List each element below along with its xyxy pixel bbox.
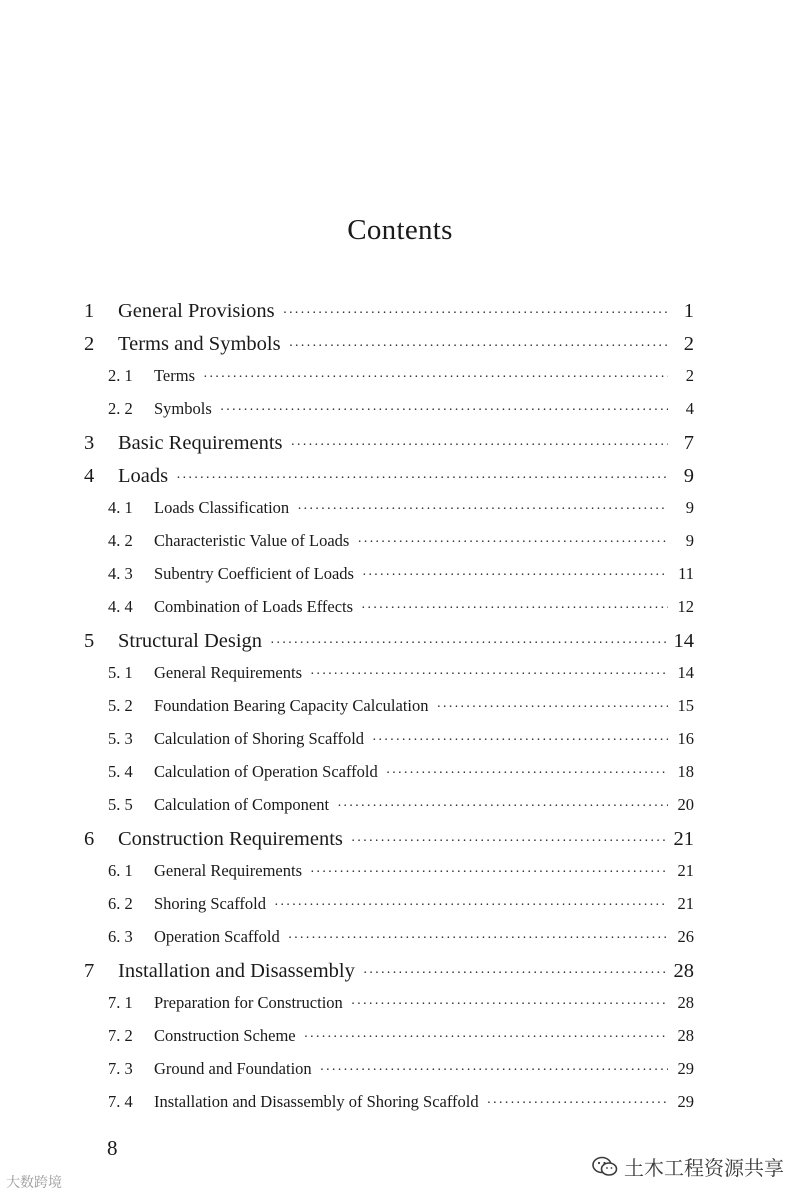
toc-leader-dots xyxy=(487,1096,668,1112)
toc-page-number: 29 xyxy=(677,1059,694,1078)
toc-title: Loads xyxy=(118,465,169,487)
toc-number: 7. 2 xyxy=(108,1026,133,1045)
toc-section-row xyxy=(84,696,694,729)
toc-chapter-row xyxy=(84,333,694,366)
toc-title: General Requirements xyxy=(154,663,302,682)
toc-page-number: 9 xyxy=(683,465,694,487)
toc-leader-dots xyxy=(320,1063,668,1079)
toc-page-number: 20 xyxy=(677,795,694,814)
toc-page-number: 14 xyxy=(677,663,694,682)
toc-section-row xyxy=(84,927,694,960)
toc-section-row xyxy=(84,861,694,894)
toc-title: Calculation of Operation Scaffold xyxy=(154,762,378,781)
toc-page-number: 21 xyxy=(673,828,694,850)
toc-title: Calculation of Component xyxy=(154,795,330,814)
toc-page-number: 2 xyxy=(683,333,694,355)
toc-number: 5. 1 xyxy=(108,663,133,682)
toc-title: Loads Classification xyxy=(154,498,290,517)
toc-page-number: 1 xyxy=(683,300,694,322)
toc-section-row xyxy=(84,564,694,597)
toc-section-row xyxy=(84,762,694,795)
toc-title: Symbols xyxy=(154,399,212,418)
toc-leader-dots xyxy=(288,931,668,947)
toc-leader-dots xyxy=(361,601,668,617)
toc-section-row xyxy=(84,366,694,399)
toc-page-number: 12 xyxy=(677,597,694,616)
toc-number: 4. 1 xyxy=(108,498,133,517)
toc-leader-dots xyxy=(289,339,668,355)
toc-title: Combination of Loads Effects xyxy=(154,597,354,616)
toc-section-row xyxy=(84,597,694,630)
toc-leader-dots xyxy=(297,502,668,518)
toc-section-row xyxy=(84,993,694,1026)
toc-chapter-row xyxy=(84,630,694,663)
toc-title: Preparation for Construction xyxy=(154,993,343,1012)
toc-title: General Provisions xyxy=(118,300,275,322)
toc-leader-dots xyxy=(310,667,668,683)
toc-number: 6. 1 xyxy=(108,861,133,880)
toc-chapter-row xyxy=(84,300,694,333)
toc-leader-dots xyxy=(337,799,668,815)
toc-leader-dots xyxy=(357,535,668,551)
toc-page-number: 2 xyxy=(685,366,694,385)
toc-title: Shoring Scaffold xyxy=(154,894,266,913)
toc-page-number: 14 xyxy=(673,630,694,652)
toc-number: 2. 1 xyxy=(108,366,133,385)
toc-number: 7. 4 xyxy=(108,1092,133,1111)
watermark-left: 大数跨境 xyxy=(6,1175,62,1191)
toc-page-number: 26 xyxy=(677,927,694,946)
toc-number: 4. 2 xyxy=(108,531,133,550)
toc-page-number: 28 xyxy=(677,1026,694,1045)
toc-page-number: 11 xyxy=(678,564,694,583)
page-title: Contents xyxy=(347,214,453,246)
toc-title: Ground and Foundation xyxy=(154,1059,312,1078)
toc-section-row xyxy=(84,729,694,762)
toc-leader-dots xyxy=(291,438,668,454)
toc-leader-dots xyxy=(310,865,668,881)
toc-leader-dots xyxy=(274,898,668,914)
toc-section-row xyxy=(84,663,694,696)
toc-chapter-row xyxy=(84,465,694,498)
toc-section-row xyxy=(84,795,694,828)
toc-chapter-row xyxy=(84,828,694,861)
toc-title: Calculation of Shoring Scaffold xyxy=(154,729,365,748)
toc-number: 2 xyxy=(84,333,95,355)
toc-number: 2. 2 xyxy=(108,399,133,418)
toc-number: 5. 2 xyxy=(108,696,133,715)
toc-title: Subentry Coefficient of Loads xyxy=(154,564,354,583)
toc-title: General Requirements xyxy=(154,861,302,880)
watermark-right xyxy=(592,1152,784,1181)
toc-number: 4 xyxy=(84,465,95,487)
toc-page-number: 28 xyxy=(673,960,694,982)
toc-number: 6 xyxy=(84,828,95,850)
toc-leader-dots xyxy=(362,568,668,584)
toc-number: 6. 3 xyxy=(108,927,133,946)
toc-number: 7. 3 xyxy=(108,1059,133,1078)
toc-title: Foundation Bearing Capacity Calculation xyxy=(154,696,429,715)
toc-chapter-row xyxy=(84,960,694,993)
toc-leader-dots xyxy=(270,636,667,652)
toc-title: Structural Design xyxy=(118,630,263,652)
toc-page-number: 4 xyxy=(685,399,694,418)
toc-leader-dots xyxy=(351,997,668,1013)
toc-title: Construction Scheme xyxy=(154,1026,296,1045)
toc-page-number: 9 xyxy=(685,531,694,550)
wechat-icon xyxy=(592,1156,618,1178)
toc-title: Characteristic Value of Loads xyxy=(154,531,350,550)
toc-leader-dots xyxy=(351,834,668,850)
toc-section-row xyxy=(84,531,694,564)
toc-title: Construction Requirements xyxy=(118,828,343,850)
toc-leader-dots xyxy=(283,306,668,322)
toc-section-row xyxy=(84,1026,694,1059)
toc-leader-dots xyxy=(220,403,668,419)
toc-title: Installation and Disassembly of Shoring Scaffold xyxy=(154,1092,479,1111)
page-number: 8 xyxy=(107,1136,118,1160)
toc-page-number: 9 xyxy=(685,498,694,517)
table-of-contents xyxy=(84,300,694,1125)
toc-section-row xyxy=(84,1059,694,1092)
toc-title: Terms and Symbols xyxy=(118,333,281,355)
toc-leader-dots xyxy=(372,733,668,749)
toc-number: 4. 4 xyxy=(108,597,133,616)
toc-leader-dots xyxy=(363,966,668,982)
toc-number: 7. 1 xyxy=(108,993,133,1012)
toc-title: Installation and Disassembly xyxy=(118,960,355,982)
toc-chapter-row xyxy=(84,432,694,465)
toc-leader-dots xyxy=(436,700,668,716)
toc-number: 3 xyxy=(84,432,95,454)
toc-section-row xyxy=(84,498,694,531)
watermark-right-text: 土木工程资源共享 xyxy=(624,1156,784,1180)
toc-title: Operation Scaffold xyxy=(154,927,280,946)
toc-leader-dots xyxy=(386,766,668,782)
toc-page-number: 7 xyxy=(683,432,694,454)
toc-number: 5. 4 xyxy=(108,762,133,781)
toc-title: Terms xyxy=(154,366,196,385)
toc-section-row xyxy=(84,1092,694,1125)
toc-page-number: 28 xyxy=(677,993,694,1012)
toc-page-number: 16 xyxy=(677,729,694,748)
toc-leader-dots xyxy=(203,370,668,386)
toc-leader-dots xyxy=(176,471,668,487)
toc-section-row xyxy=(84,399,694,432)
toc-page-number: 29 xyxy=(677,1092,694,1111)
toc-number: 5 xyxy=(84,630,95,652)
toc-page-number: 21 xyxy=(677,861,694,880)
toc-number: 5. 5 xyxy=(108,795,133,814)
toc-number: 1 xyxy=(84,300,95,322)
toc-number: 7 xyxy=(84,960,95,982)
toc-number: 4. 3 xyxy=(108,564,133,583)
toc-leader-dots xyxy=(304,1030,668,1046)
toc-title: Basic Requirements xyxy=(118,432,283,454)
toc-page-number: 15 xyxy=(677,696,694,715)
toc-number: 5. 3 xyxy=(108,729,133,748)
toc-section-row xyxy=(84,894,694,927)
toc-number: 6. 2 xyxy=(108,894,133,913)
toc-page-number: 18 xyxy=(677,762,694,781)
toc-page-number: 21 xyxy=(677,894,694,913)
